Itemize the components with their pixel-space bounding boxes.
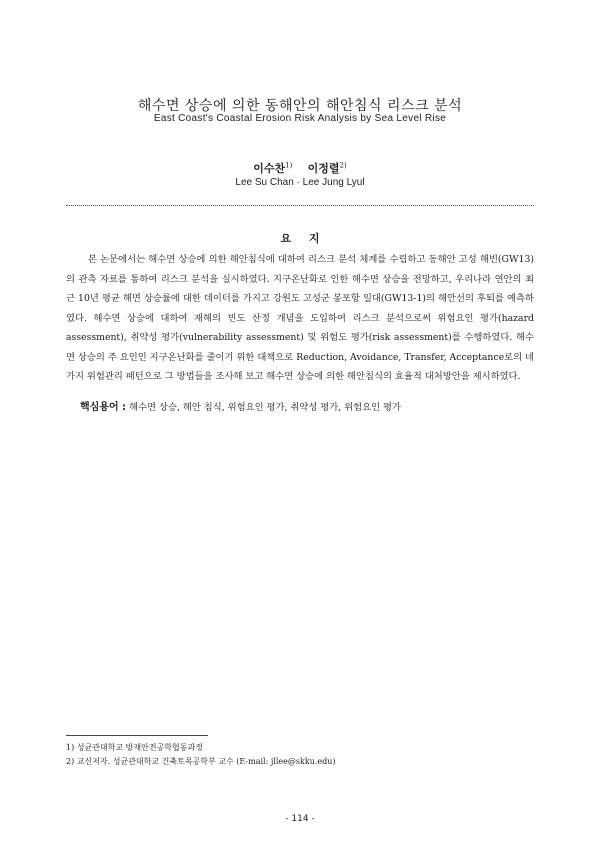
- keywords-label: 핵심용어 :: [80, 402, 127, 413]
- paper-title-english: East Coast's Coastal Erosion Risk Analysis by Sea Level Rise: [153, 113, 447, 124]
- author-name: 이정렬: [307, 162, 340, 175]
- author-name: 이수찬: [253, 162, 286, 175]
- abstract-heading: 요 지: [280, 232, 320, 245]
- page-number: - 114 -: [285, 814, 315, 824]
- footnote-2: 2) 교신저자. 성균관대학교 건축토목공학부 교수 (E-mail: jllee@skku.edu): [66, 757, 336, 766]
- keywords-list: 해수면 상승, 해안 침식, 위험요인 평가, 취약성 평가, 위험요인 평가: [129, 402, 402, 413]
- footnote-mark: 2): [339, 161, 347, 170]
- authors-english: Lee Su Chan · Lee Jung Lyul: [235, 177, 365, 188]
- footnote-divider: [66, 735, 208, 736]
- abstract-body: 본 논문에서는 해수면 상승에 의한 해안침식에 대하여 리스크 분석 체계를 수립하고 동해안 고성 해빈(GW13)의 관측 자료를 통하여 리스크 분석을 실시하였다. 지구온난화로 인한 해수면 상승을 전망하고, 우리나라 연안의 최근 10년 평균 해면 상승률에 대한 데이터를 가지고 강원도 고성군 봉포항 일대(GW13-1)의 해안선의 후퇴를 예측하였다. 해수면 상승에 대하여 재해의 빈도 산정 개념을 도입하여 리스크 분석으로써 위험요인 평가(hazard assessment), 취약성 평가(vulnerability assessment) 및 위험도 평가(risk assessment)를 수행하였다. 해수면 상승의 주 요인인 지구온난화를 줄이기 위한 대책으로 Reduction, Avoidance, Transfer, Acceptance로의 네 가지 위험관리 패턴으로 그 방법들을 조사해 보고 해수면 상승에 의한 해안침식의 효율적 대처방안을 제시하였다.: [66, 254, 534, 382]
- footnote-1: 1) 성균관대학교 방재안전공학협동과정: [66, 743, 203, 752]
- paper-title-korean: 해수면 상승에 의한 동해안의 해안침식 리스크 분석: [137, 98, 463, 114]
- keywords-line: [80, 398, 530, 413]
- footnote-mark: 1): [285, 161, 293, 170]
- section-divider: [66, 205, 534, 206]
- authors-korean: [0, 160, 600, 176]
